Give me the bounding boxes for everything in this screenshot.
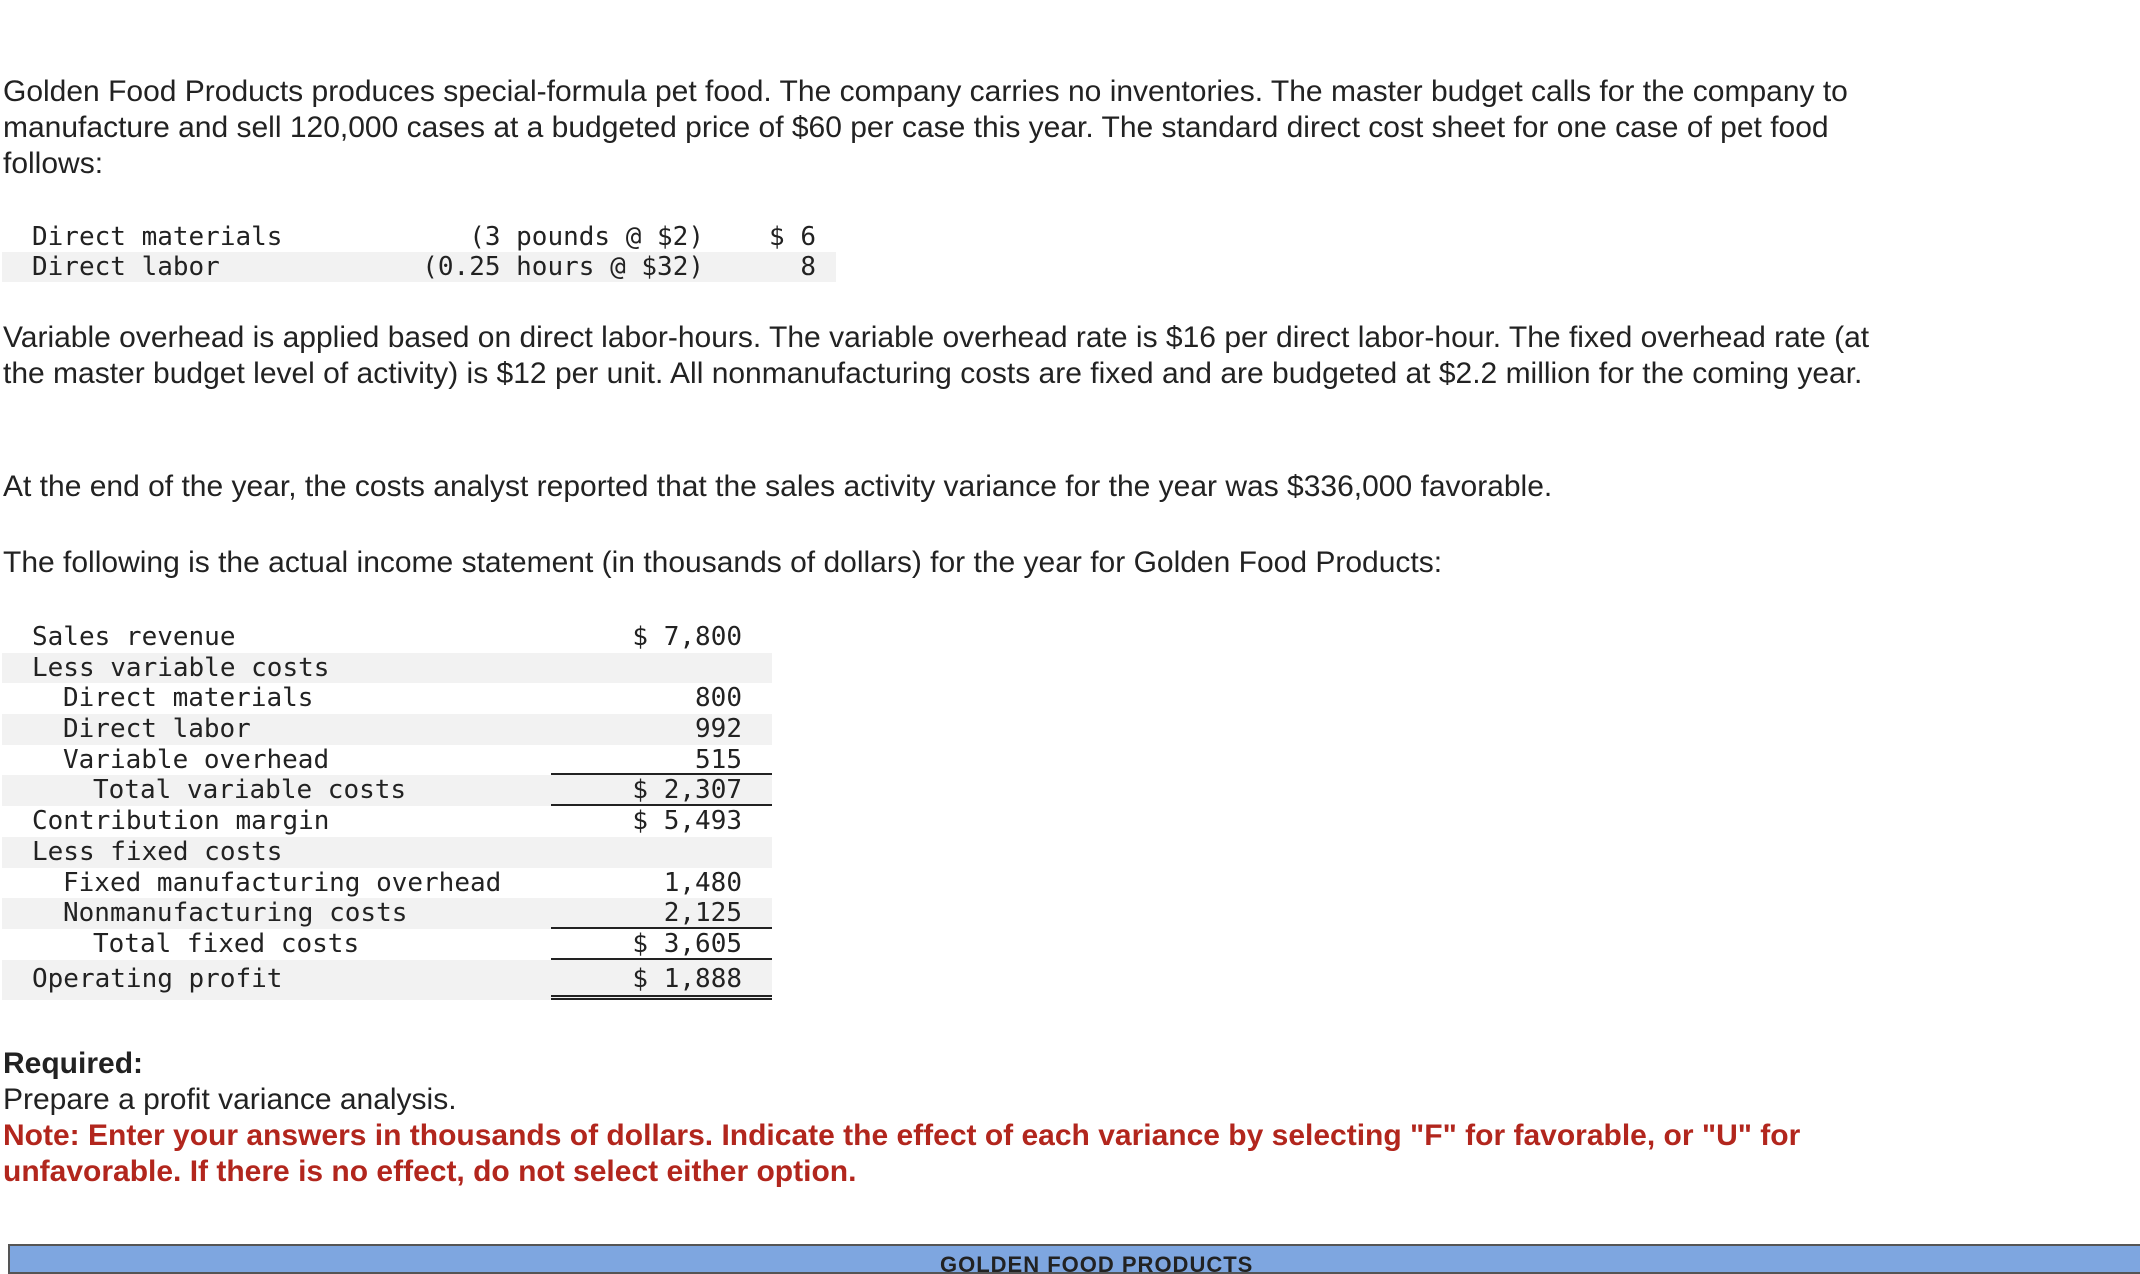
income-label: Total fixed costs [93, 928, 360, 959]
income-value: 800 [695, 683, 742, 714]
required-section [3, 1046, 1903, 1190]
income-label: Total variable costs [93, 775, 407, 806]
income-label: Direct materials [63, 683, 314, 714]
income-row-total-fixed-costs [2, 929, 772, 960]
standard-cost-sheet [2, 222, 836, 282]
cost-amount: $ 6 [769, 222, 816, 252]
income-label: Nonmanufacturing costs [63, 898, 408, 929]
income-value: 2,125 [551, 898, 772, 929]
cost-label: Direct labor [32, 252, 220, 282]
income-label: Less fixed costs [32, 836, 283, 867]
overhead-paragraph: Variable overhead is applied based on direct labor-hours. The variable overhead rate is $16 per direct labor-hour. The fixed overhead rate (at the master budget level of activity) is $12 per unit. All nonmanufacturing costs are fixed and are budgeted at $2.2 million for the coming year. [3, 321, 1870, 390]
income-label: Fixed manufacturing overhead [63, 867, 502, 898]
intro-paragraph: Golden Food Products produces special-formula pet food. The company carries no inventories. The master budget calls for the company to manufacture and sell 120,000 cases at a budgeted price of $60 per case this year. The standard direct cost sheet for one case of pet food follows: [3, 75, 1848, 180]
income-row-less-variable-costs [2, 653, 772, 684]
income-row-direct-materials [2, 683, 772, 714]
income-row-variable-overhead [2, 745, 772, 776]
income-statement-intro: The following is the actual income statement (in thousands of dollars) for the year for Golden Food Products: [3, 546, 1443, 579]
income-value: 992 [695, 714, 742, 745]
required-heading: Required: [3, 1047, 144, 1080]
income-label: Sales revenue [32, 622, 236, 652]
answer-table-header [8, 1244, 2140, 1274]
income-value [551, 837, 772, 868]
income-row-nonmanufacturing-costs [2, 898, 772, 929]
income-value: $ 7,800 [632, 622, 742, 652]
income-value: 1,480 [663, 867, 742, 898]
income-label: Less variable costs [32, 652, 330, 683]
cost-description: (3 pounds @ $2) [469, 222, 704, 252]
income-value: $ 1,888 [551, 960, 772, 1000]
income-statement [2, 622, 772, 1000]
income-row-contribution-margin [2, 806, 772, 837]
cost-label: Direct materials [32, 222, 283, 252]
income-label: Contribution margin [32, 806, 330, 837]
analyst-paragraph: At the end of the year, the costs analyst reported that the sales activity variance for the year was $336,000 favorable. [3, 470, 1553, 503]
income-label: Direct labor [63, 714, 251, 745]
income-value [551, 653, 772, 684]
cost-amount: 8 [800, 252, 816, 282]
income-row-operating-profit [2, 960, 772, 1000]
income-row-fixed-manufacturing-overhead [2, 868, 772, 899]
answer-table-title: GOLDEN FOOD PRODUCTS [940, 1252, 1254, 1274]
income-value: $ 3,605 [551, 929, 772, 960]
required-note: Note: Enter your answers in thousands of dollars. Indicate the effect of each variance by selecting "F" for favorable, or "U" for unfavorable. If there is no effect, do not select either option. [3, 1119, 1801, 1188]
required-instruction: Prepare a profit variance analysis. [3, 1083, 457, 1116]
income-row-total-variable-costs [2, 775, 772, 806]
income-value: $ 2,307 [551, 775, 772, 806]
cost-row-direct-labor [2, 252, 836, 282]
income-label: Variable overhead [63, 744, 330, 775]
income-value: $ 5,493 [632, 806, 742, 837]
income-row-direct-labor [2, 714, 772, 745]
cost-row-direct-materials [2, 222, 836, 252]
income-label: Operating profit [32, 963, 283, 994]
income-row-less-fixed-costs [2, 837, 772, 868]
income-row-sales-revenue [2, 622, 772, 653]
income-value: 515 [551, 745, 772, 776]
cost-description: (0.25 hours @ $32) [422, 252, 704, 282]
